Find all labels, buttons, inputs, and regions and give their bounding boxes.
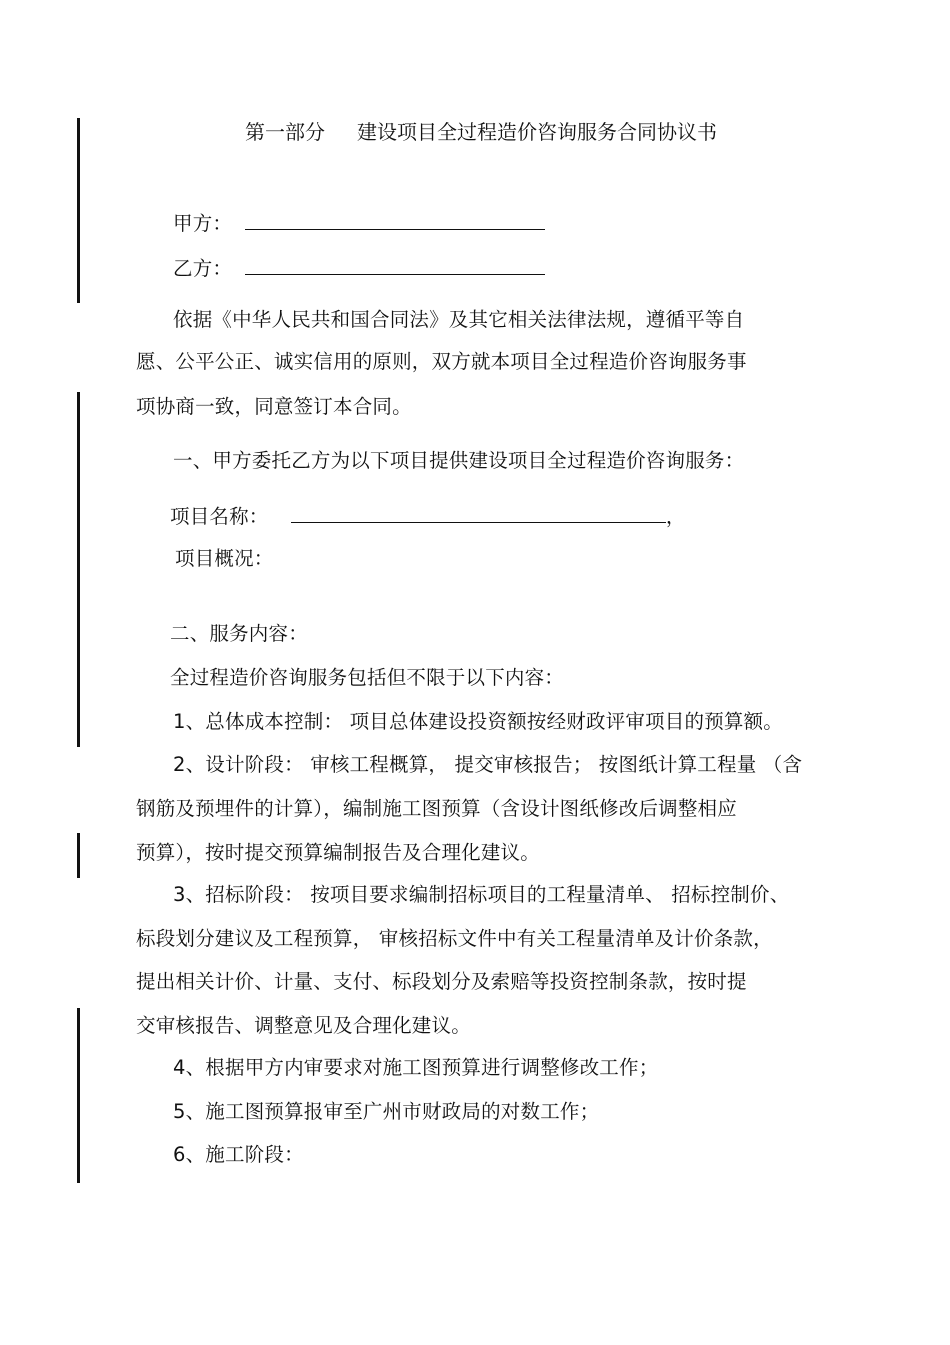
section2-heading: 二、服务内容：	[170, 622, 308, 645]
document-title	[245, 118, 717, 146]
service-item-2-line: 钢筋及预埋件的计算），编制施工图预算（含设计图纸修改后调整相应	[136, 797, 737, 820]
section2-intro: 全过程造价咨询服务包括但不限于以下内容：	[170, 666, 565, 689]
service-item-2-line: 预算），按时提交预算编制报告及合理化建议。	[136, 841, 540, 864]
preamble-line: 项协商一致，同意签订本合同。	[136, 395, 412, 418]
project-name-blank	[291, 502, 666, 523]
service-item-6: 6、施工阶段：	[173, 1143, 304, 1166]
service-item-3-line: 交审核报告、调整意见及合理化建议。	[136, 1014, 471, 1037]
revision-bar	[77, 392, 80, 747]
revision-bar	[77, 833, 80, 878]
service-item-3-line: 标段划分建议及工程预算， 审核招标文件中有关工程量清单及计价条款，	[136, 927, 773, 950]
service-item-4: 4、根据甲方内审要求对施工图预算进行调整修改工作；	[173, 1056, 659, 1079]
party-b-blank	[245, 254, 545, 275]
preamble-line: 愿、公平公正、诚实信用的原则，双方就本项目全过程造价咨询服务事	[136, 350, 747, 373]
title-part: 第一部分	[245, 120, 325, 144]
project-name-line	[170, 502, 686, 530]
title-name: 建设项目全过程造价咨询服务合同协议书	[357, 120, 717, 144]
preamble-line: 依据《中华人民共和国合同法》及其它相关法律法规，遵循平等自	[173, 308, 745, 331]
party-a-label: 甲方：	[173, 212, 233, 235]
service-item-2-line: 2、设计阶段： 审核工程概算， 提交审核报告； 按图纸计算工程量 （含	[173, 753, 803, 776]
project-name-label: 项目名称：	[170, 505, 269, 528]
party-a-line	[173, 209, 545, 237]
project-overview-label: 项目概况：	[175, 547, 274, 570]
party-b-line	[173, 254, 545, 282]
project-name-suffix: ，	[665, 505, 686, 528]
service-item-1: 1、总体成本控制： 项目总体建设投资额按经财政评审项目的预算额。	[173, 710, 784, 733]
party-a-blank	[245, 209, 545, 230]
section1-heading: 一、甲方委托乙方为以下项目提供建设项目全过程造价咨询服务：	[173, 449, 745, 472]
revision-bar	[77, 118, 80, 303]
service-item-3-line: 提出相关计价、计量、支付、标段划分及索赔等投资控制条款，按时提	[136, 970, 747, 993]
revision-bar	[77, 1008, 80, 1183]
service-item-5: 5、施工图预算报审至广州市财政局的对数工作；	[173, 1100, 600, 1123]
party-b-label: 乙方：	[173, 257, 233, 280]
service-item-3-line: 3、招标阶段： 按项目要求编制招标项目的工程量清单、 招标控制价、	[173, 883, 790, 906]
